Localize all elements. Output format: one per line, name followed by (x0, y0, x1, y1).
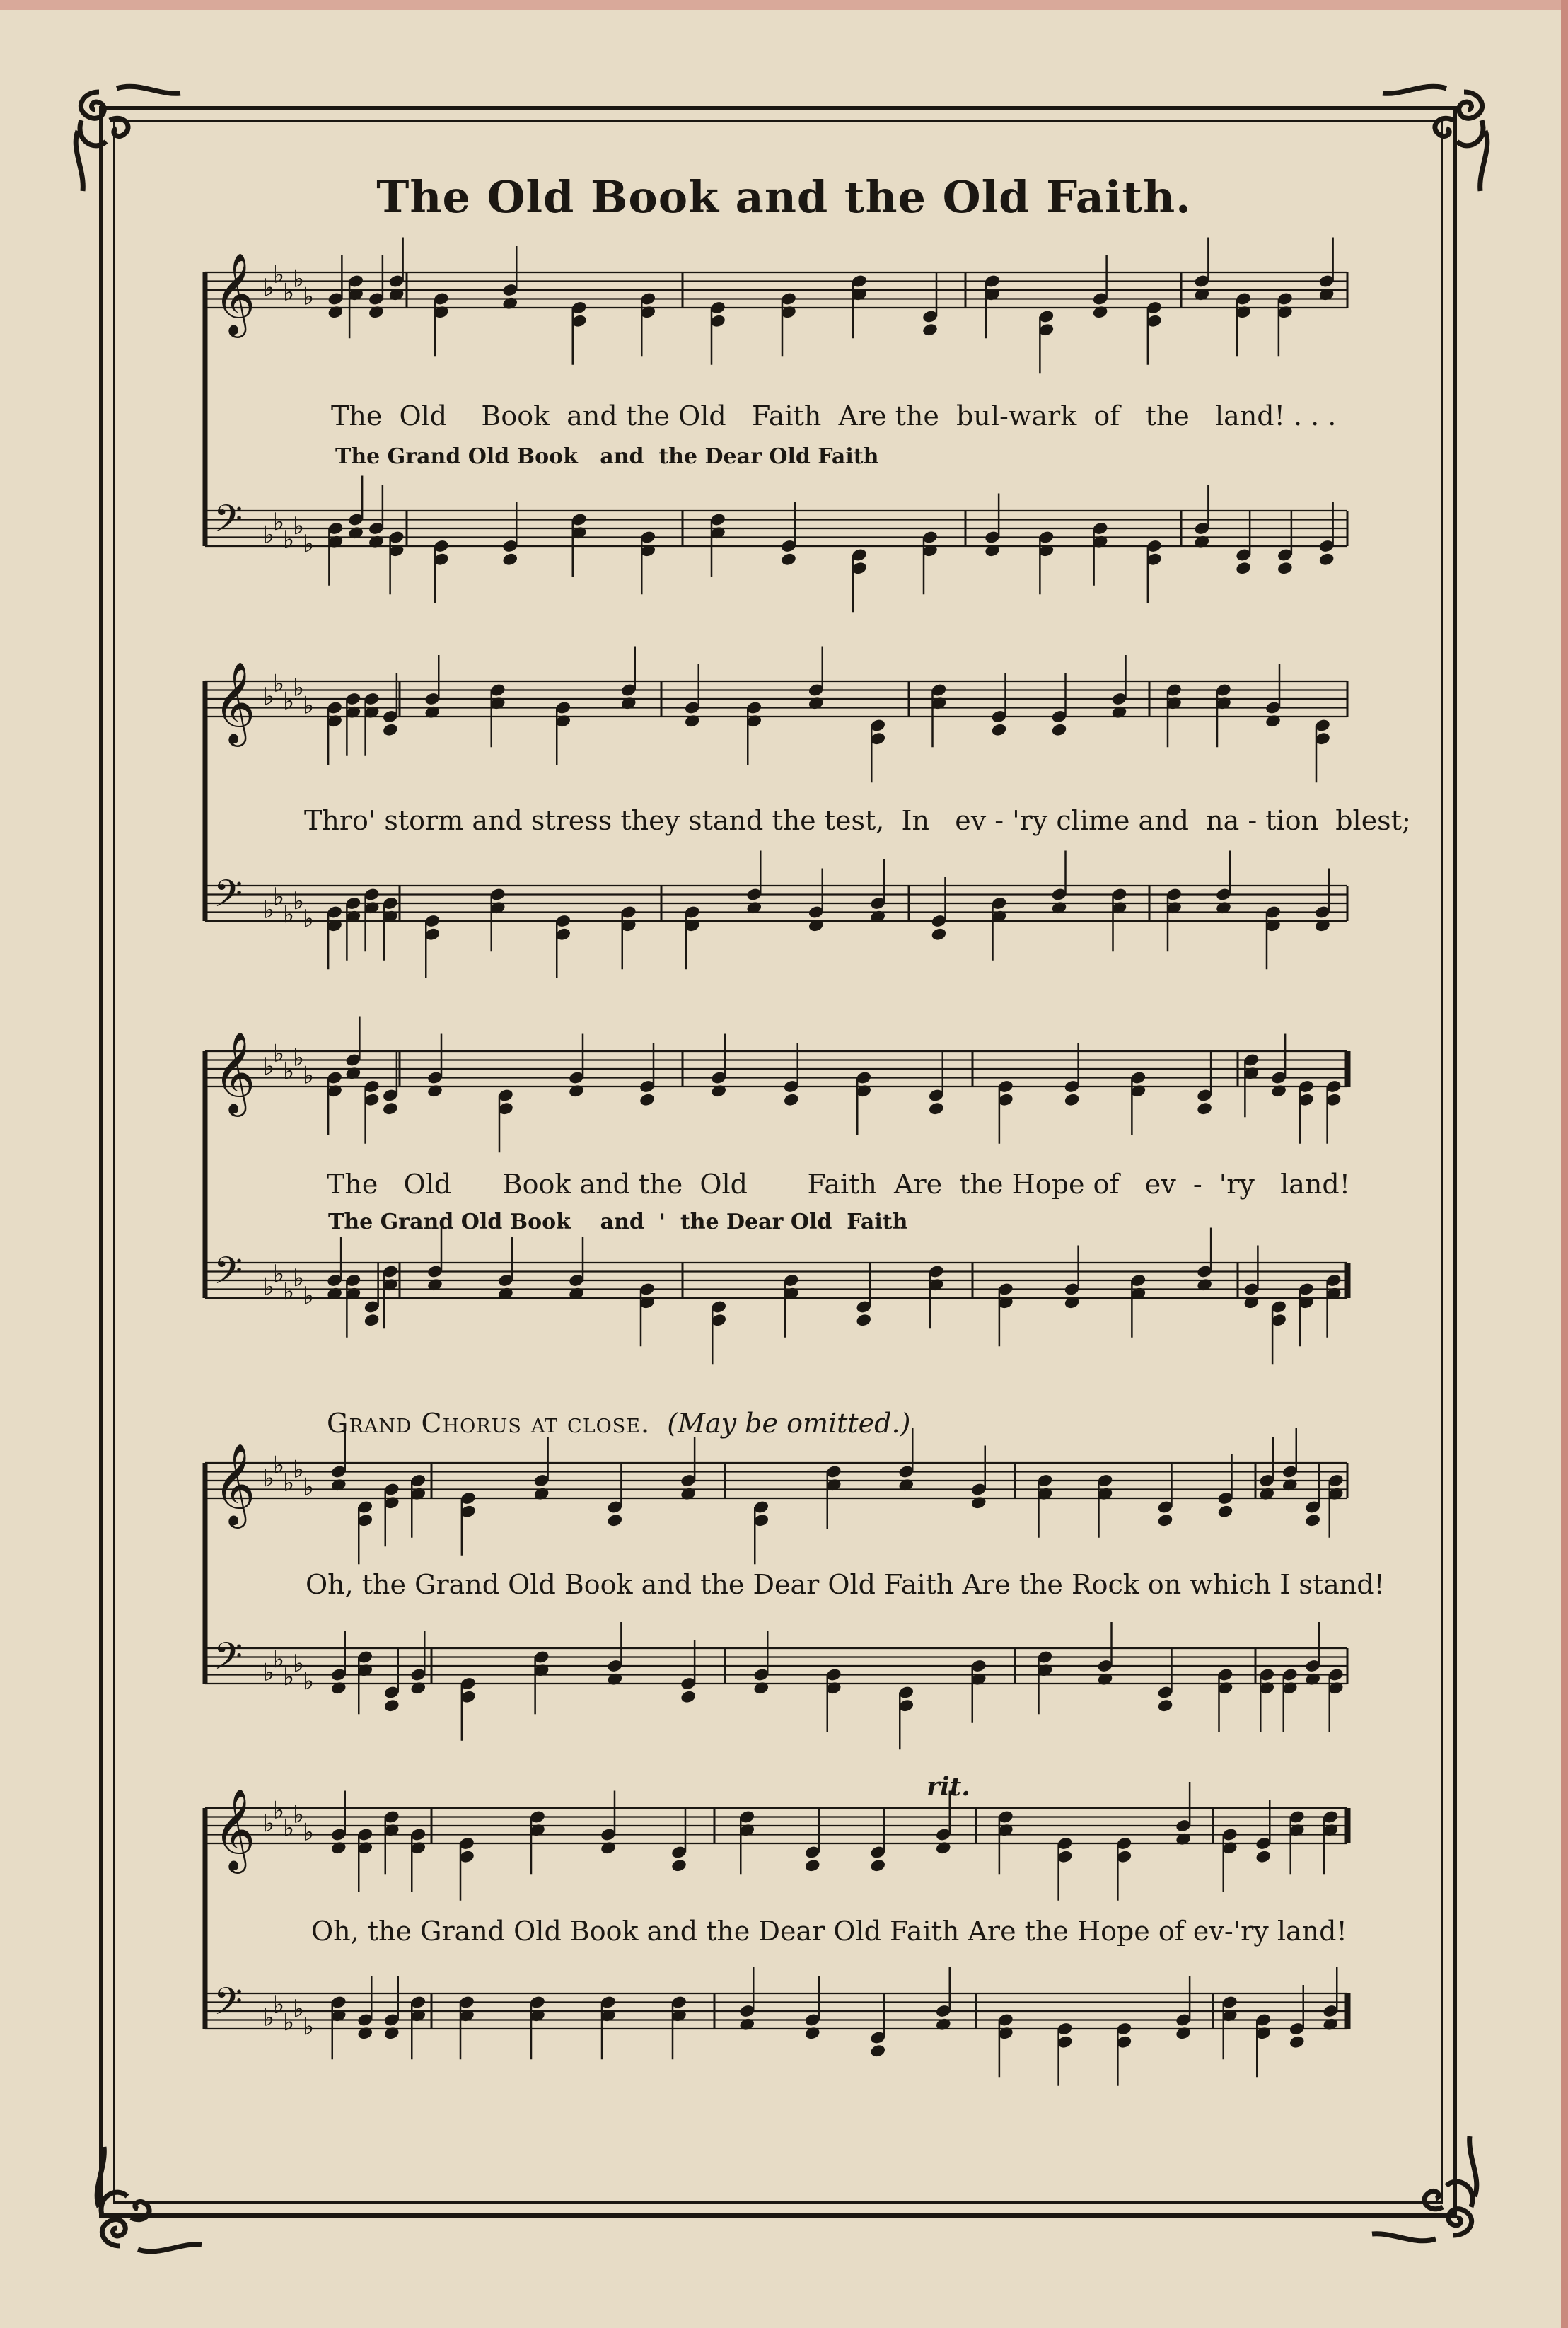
note-head (869, 2044, 886, 2058)
tempo-marking: rit. (927, 1772, 970, 1802)
flat-sign-icon: ♭ (303, 691, 315, 720)
flat-sign-icon: ♭ (303, 1282, 315, 1310)
note-head (382, 722, 399, 737)
note-head (1277, 561, 1294, 576)
flat-sign-icon: ♭ (283, 1277, 295, 1306)
flat-sign-icon: ♭ (303, 282, 315, 311)
note-head (780, 552, 797, 567)
flat-sign-icon: ♭ (283, 1057, 295, 1086)
note-head (1304, 1513, 1321, 1528)
note-head (670, 1858, 687, 1873)
note-head (928, 1101, 945, 1116)
flat-sign-icon: ♭ (303, 1061, 315, 1090)
treble-clef-icon: 𝄞 (214, 661, 256, 743)
treble-clef-icon: 𝄞 (214, 1788, 256, 1870)
flat-sign-icon: ♭ (283, 2008, 295, 2037)
flat-sign-icon: ♭ (283, 687, 295, 716)
flat-sign-icon: ♭ (283, 1469, 295, 1498)
flat-sign-icon: ♭ (273, 507, 285, 536)
flat-sign-icon: ♭ (273, 669, 285, 698)
flat-sign-icon: ♭ (263, 896, 275, 925)
flat-sign-icon: ♭ (273, 260, 285, 289)
bass-clef-icon: 𝄢 (214, 497, 243, 550)
flat-sign-icon: ♭ (293, 887, 305, 915)
treble-clef-icon: 𝄞 (214, 252, 256, 335)
flat-sign-icon: ♭ (273, 1039, 285, 1068)
lyric-line-2: Thro' storm and stress they stand the test, In ev - 'ry clime and na - tion blest; (304, 805, 1411, 836)
flat-sign-icon: ♭ (263, 521, 275, 550)
note-head (922, 323, 939, 337)
flat-sign-icon: ♭ (273, 1645, 285, 1674)
note-head (869, 1858, 886, 1873)
flat-sign-icon: ♭ (293, 1650, 305, 1678)
flat-sign-icon: ♭ (283, 278, 295, 307)
note-head (501, 552, 518, 567)
flat-sign-icon: ♭ (263, 1464, 275, 1493)
flat-sign-icon: ♭ (263, 1053, 275, 1081)
flat-sign-icon: ♭ (303, 905, 315, 933)
note-head (1196, 1101, 1213, 1116)
flat-sign-icon: ♭ (303, 1473, 315, 1502)
lyric-line-5: Oh, the Grand Old Book and the Dear Old Faith Are the Hope of ev-'ry land! (311, 1916, 1347, 1947)
flat-sign-icon: ♭ (293, 1800, 305, 1829)
note-head (639, 1092, 656, 1107)
bass-clef-icon: 𝄢 (214, 1249, 243, 1302)
note-head (606, 1513, 623, 1528)
note-head (1217, 1504, 1234, 1519)
flat-sign-icon: ♭ (263, 683, 275, 711)
flat-sign-icon: ♭ (273, 1451, 285, 1480)
note-head (1318, 552, 1335, 567)
flat-sign-icon: ♭ (293, 1455, 305, 1484)
treble-clef-icon: 𝄞 (214, 1031, 256, 1113)
lyric-line-3: The Old Book and the Old Faith Are the Hope of ev - 'ry land! (327, 1169, 1351, 1200)
note-head (364, 1313, 381, 1328)
bass-clef-icon: 𝄢 (214, 1980, 243, 2033)
flat-sign-icon: ♭ (263, 274, 275, 302)
note-head (855, 1313, 872, 1328)
flat-sign-icon: ♭ (273, 882, 285, 911)
flat-sign-icon: ♭ (303, 1667, 315, 1696)
note-head (1157, 1698, 1174, 1713)
flat-sign-icon: ♭ (303, 530, 315, 558)
chorus-heading (327, 1408, 910, 1439)
flat-sign-icon: ♭ (273, 1259, 285, 1288)
bass-clef-icon: 𝄢 (214, 1635, 243, 1688)
flat-sign-icon: ♭ (283, 1662, 295, 1691)
flat-sign-icon: ♭ (293, 1043, 305, 1072)
note-head (1051, 722, 1068, 737)
flat-sign-icon: ♭ (263, 2003, 275, 2032)
flat-sign-icon: ♭ (263, 1658, 275, 1687)
flat-sign-icon: ♭ (283, 525, 295, 554)
flat-sign-icon: ♭ (283, 900, 295, 929)
flat-sign-icon: ♭ (263, 1809, 275, 1838)
note-head (931, 927, 948, 942)
flat-sign-icon: ♭ (303, 2013, 315, 2041)
hymn-title: The Old Book and the Old Faith. (376, 171, 1192, 223)
flat-sign-icon: ♭ (293, 1264, 305, 1292)
note-head (783, 1092, 800, 1107)
flat-sign-icon: ♭ (273, 1796, 285, 1825)
note-head (1235, 561, 1252, 576)
chorus-note: (May be omitted.) (667, 1408, 911, 1439)
flat-sign-icon: ♭ (283, 1814, 295, 1843)
note-head (804, 1858, 821, 1873)
bass-clef-icon: 𝄢 (214, 872, 243, 925)
treble-clef-icon: 𝄞 (214, 1442, 256, 1525)
flat-sign-icon: ♭ (303, 1818, 315, 1847)
lyric-line-3-alt: The Grand Old Book and ' the Dear Old Faith (328, 1210, 908, 1234)
note-head (1255, 1849, 1272, 1864)
note-head (991, 722, 1008, 737)
flat-sign-icon: ♭ (293, 673, 305, 702)
flat-sign-icon: ♭ (263, 1273, 275, 1302)
flat-sign-icon: ♭ (293, 512, 305, 540)
flat-sign-icon: ♭ (293, 1995, 305, 2023)
lyric-line-4: Oh, the Grand Old Book and the Dear Old Faith Are the Rock on which I stand! (306, 1569, 1385, 1600)
chorus-title: Grand Chorus at close. (327, 1408, 651, 1439)
lyric-line-1-alt: The Grand Old Book and the Dear Old Faith (335, 444, 879, 469)
note-head (680, 1689, 697, 1704)
flat-sign-icon: ♭ (293, 265, 305, 294)
note-head (1289, 2034, 1306, 2049)
note-head (1064, 1092, 1081, 1107)
note-head (1157, 1513, 1174, 1528)
flat-sign-icon: ♭ (273, 1990, 285, 2019)
lyric-line-1: The Old Book and the Old Faith Are the bul-wark of the land! . . . (331, 400, 1337, 432)
note-head (383, 1698, 400, 1713)
note-head (382, 1101, 399, 1116)
